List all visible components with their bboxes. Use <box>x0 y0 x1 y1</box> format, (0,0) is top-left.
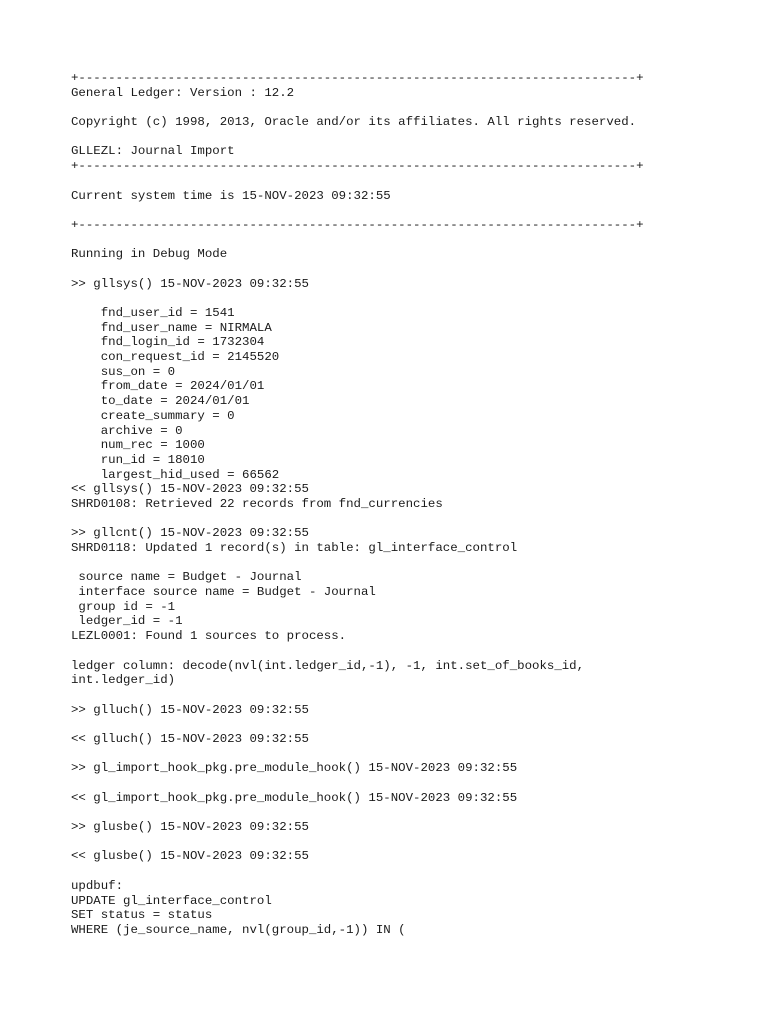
log-line: SHRD0118: Updated 1 record(s) in table: gl_interface_control <box>71 541 518 555</box>
log-line: num_rec = 1000 <box>71 438 205 453</box>
log-line: << gllsys() 15-NOV-2023 09:32:55 <box>71 482 309 497</box>
log-line: int.ledger_id) <box>71 673 176 688</box>
log-line: archive = 0 <box>71 423 183 438</box>
log-line: >> gl_import_hook_pkg.pre_module_hook() 15-NOV-2023 09:32:55 <box>71 761 518 776</box>
log-line: source name = Budget - Journal <box>71 570 302 585</box>
log-line: create_summary = 0 <box>71 408 235 423</box>
log-line: updbuf: <box>71 878 124 893</box>
log-line <box>71 130 751 145</box>
log-line: Running in Debug Mode <box>71 247 228 262</box>
log-line: sus_on = 0 <box>71 364 176 379</box>
log-line <box>71 864 751 879</box>
log-line <box>71 233 751 248</box>
log-line: fnd_user_name = NIRMALA <box>71 320 272 335</box>
log-line: >> glusbe() 15-NOV-2023 09:32:55 <box>71 820 309 835</box>
log-line: interface source name = Budget - Journal <box>71 585 376 600</box>
log-line: ledger column: decode(nvl(int.ledger_id,-1), -1, int.set_of_books_id, <box>71 658 585 673</box>
log-line: << glusbe() 15-NOV-2023 09:32:55 <box>71 849 309 864</box>
log-line: group id = -1 <box>71 599 176 614</box>
log-line <box>71 805 751 820</box>
log-line <box>71 100 751 115</box>
log-line: +---------------------------------------------------------------------------+ <box>71 71 644 85</box>
log-text-block <box>71 71 751 938</box>
log-line: >> gllsys() 15-NOV-2023 09:32:55 <box>71 276 309 291</box>
log-line: UPDATE gl_interface_control <box>71 893 272 908</box>
log-line: Current system time is 15-NOV-2023 09:32:55 <box>71 188 391 203</box>
log-line: Copyright (c) 1998, 2013, Oracle and/or its affiliates. All rights reserved. <box>71 115 637 130</box>
log-line: >> glluch() 15-NOV-2023 09:32:55 <box>71 702 309 717</box>
log-line: con_request_id = 2145520 <box>71 350 280 365</box>
log-line <box>71 644 751 659</box>
log-line <box>71 776 751 791</box>
log-line: SET status = status <box>71 908 213 923</box>
log-line: from_date = 2024/01/01 <box>71 379 265 394</box>
log-line: << gl_import_hook_pkg.pre_module_hook() 15-NOV-2023 09:32:55 <box>71 790 518 805</box>
log-line: << glluch() 15-NOV-2023 09:32:55 <box>71 731 309 746</box>
log-line: GLLEZL: Journal Import <box>71 144 235 159</box>
log-line: SHRD0108: Retrieved 22 records from fnd_currencies <box>71 496 443 511</box>
log-line: +---------------------------------------------------------------------------+ <box>71 159 644 174</box>
log-line <box>71 835 751 850</box>
log-line <box>71 262 751 277</box>
log-line <box>71 717 751 732</box>
log-line: LEZL0001: Found 1 sources to process. <box>71 629 347 644</box>
log-line: >> gllcnt() 15-NOV-2023 09:32:55 <box>71 526 309 541</box>
log-line <box>71 174 751 189</box>
log-line <box>71 512 751 527</box>
log-line: largest_hid_used = 66562 <box>71 467 280 482</box>
log-line: fnd_login_id = 1732304 <box>71 335 265 350</box>
log-line: +---------------------------------------------------------------------------+ <box>71 217 644 232</box>
log-line: run_id = 18010 <box>71 452 205 467</box>
log-line <box>71 203 751 218</box>
log-line: WHERE (je_source_name, nvl(group_id,-1)) IN ( <box>71 922 406 937</box>
log-line <box>71 556 751 571</box>
log-line <box>71 747 751 762</box>
log-line: fnd_user_id = 1541 <box>71 306 235 320</box>
log-line: ledger_id = -1 <box>71 614 183 629</box>
log-line: General Ledger: Version : 12.2 <box>71 85 295 100</box>
log-line <box>71 291 751 306</box>
log-line: to_date = 2024/01/01 <box>71 394 250 409</box>
log-line <box>71 688 751 703</box>
